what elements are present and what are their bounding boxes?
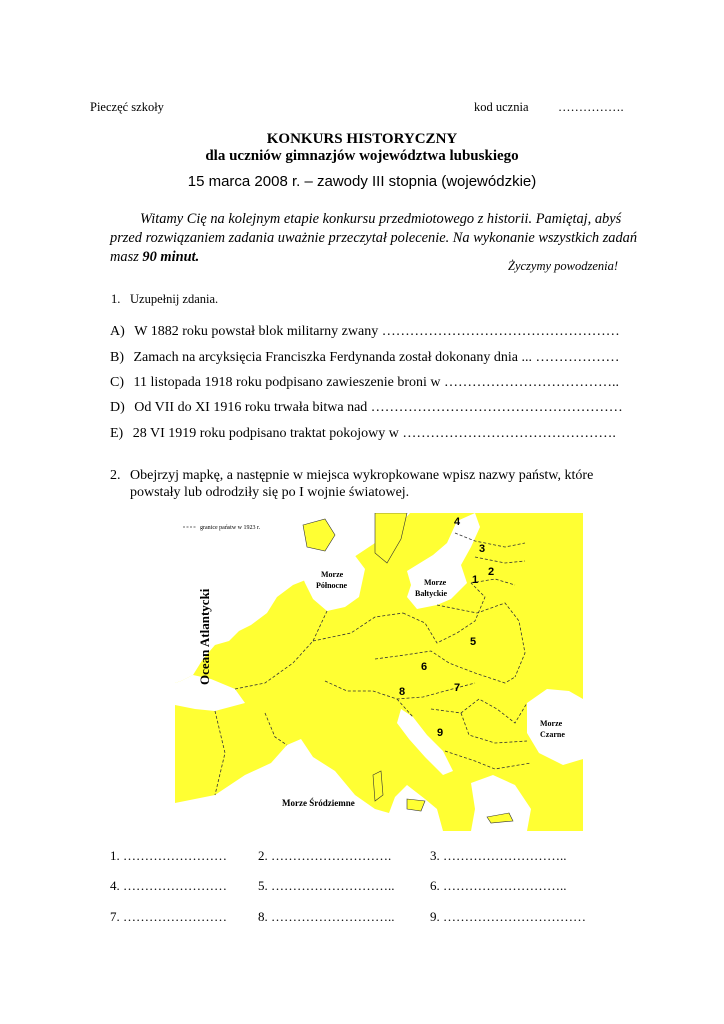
black-sea-label-1: Morze: [540, 719, 563, 728]
student-code-blank[interactable]: …………….: [558, 100, 624, 114]
student-code-label: kod ucznia: [474, 100, 529, 114]
intro-line-3-text: masz: [110, 249, 143, 265]
intro-line-3: [110, 249, 199, 265]
black-sea-label-2: Czarne: [540, 730, 565, 739]
answer-2[interactable]: 2. ……………………….: [258, 848, 392, 863]
contest-date: 15 marca 2008 r. – zawody III stopnia (wojewódzkie): [187, 173, 537, 190]
task1-sentence-a[interactable]: [110, 324, 620, 340]
answer-7[interactable]: 7. ……………………: [110, 909, 227, 924]
task1-sentence-d[interactable]: [110, 400, 623, 416]
task1-sentence-c[interactable]: [110, 375, 619, 391]
task1-sentence-e[interactable]: [110, 426, 616, 442]
sentence-letter: D): [110, 400, 125, 415]
baltic-label-1: Morze: [424, 578, 447, 587]
answer-3[interactable]: 3. ………………………..: [430, 848, 567, 863]
task2-line-1: Obejrzyj mapkę, a następnie w miejsca wykropkowane wpisz nazwy państw, które: [130, 468, 594, 483]
answer-8[interactable]: 8. ………………………..: [258, 909, 395, 924]
school-stamp-label: Pieczęć szkoły: [90, 100, 164, 114]
task2-line-2: powstały lub odrodziły się po I wojnie światowej.: [130, 485, 410, 500]
region-number-5: 5: [470, 636, 477, 648]
task1-number: 1.: [111, 292, 121, 306]
region-number-3: 3: [479, 543, 486, 555]
sentence-letter: A): [110, 324, 125, 339]
sentence-text: 11 listopada 1918 roku podpisano zawieszenie broni w ………………………………..: [133, 375, 620, 390]
intro-line-1: Witamy Cię na kolejnym etapie konkursu przedmiotowego z historii. Pamiętaj, abyś: [140, 211, 622, 227]
sentence-letter: E): [110, 426, 124, 441]
region-number-8: 8: [399, 686, 406, 698]
region-number-6: 6: [421, 661, 428, 673]
north-sea-label-2: Północne: [316, 581, 348, 590]
task1-sentence-b[interactable]: [110, 350, 619, 366]
region-number-4: 4: [454, 516, 461, 528]
region-number-1: 1: [472, 574, 479, 586]
answer-9[interactable]: 9. ……………………………: [430, 909, 586, 924]
atlantic-label: Ocean Atlantycki: [197, 588, 212, 685]
sentence-text: W 1882 roku powstał blok militarny zwany ……………………………………………: [134, 324, 620, 339]
time-limit: 90 minut.: [142, 249, 200, 265]
sentence-text: 28 VI 1919 roku podpisano traktat pokojowy w ……………………………………….: [132, 426, 616, 441]
answer-5[interactable]: 5. ………………………..: [258, 878, 395, 893]
sardinia: [373, 771, 383, 801]
mediterranean-label: Morze Śródziemne: [282, 798, 355, 808]
europe-map: [175, 513, 583, 831]
region-number-7: 7: [454, 682, 461, 694]
sentence-letter: C): [110, 375, 124, 390]
task2-number: 2.: [110, 468, 121, 483]
sentence-letter: B): [110, 350, 124, 365]
intro-line-2: przed rozwiązaniem zadania uważnie przeczytał polecenie. Na wykonanie wszystkich zadań: [110, 230, 638, 246]
contest-title: KONKURS HISTORYCZNY: [266, 131, 458, 147]
sentence-text: Od VII do XI 1916 roku trwała bitwa nad ………………………………………………: [134, 400, 623, 415]
answer-6[interactable]: 6. ………………………..: [430, 878, 567, 893]
good-luck-text: Życzymy powodzenia!: [508, 259, 619, 273]
sentence-text: Zamach na arcyksięcia Franciszka Ferdynanda został dokonany dnia ... ………………: [133, 350, 620, 365]
region-number-9: 9: [437, 727, 444, 739]
task1-instruction: Uzupełnij zdania.: [130, 292, 219, 306]
answer-1[interactable]: 1. ……………………: [110, 848, 227, 863]
map-legend: granice państw w 1923 r.: [200, 525, 261, 531]
contest-subtitle: dla uczniów gimnazjów województwa lubuskiego: [205, 148, 519, 164]
north-sea-label-1: Morze: [321, 570, 344, 579]
answer-4[interactable]: 4. ……………………: [110, 878, 227, 893]
baltic-label-2: Bałtyckie: [415, 589, 447, 598]
region-number-2: 2: [488, 566, 495, 578]
